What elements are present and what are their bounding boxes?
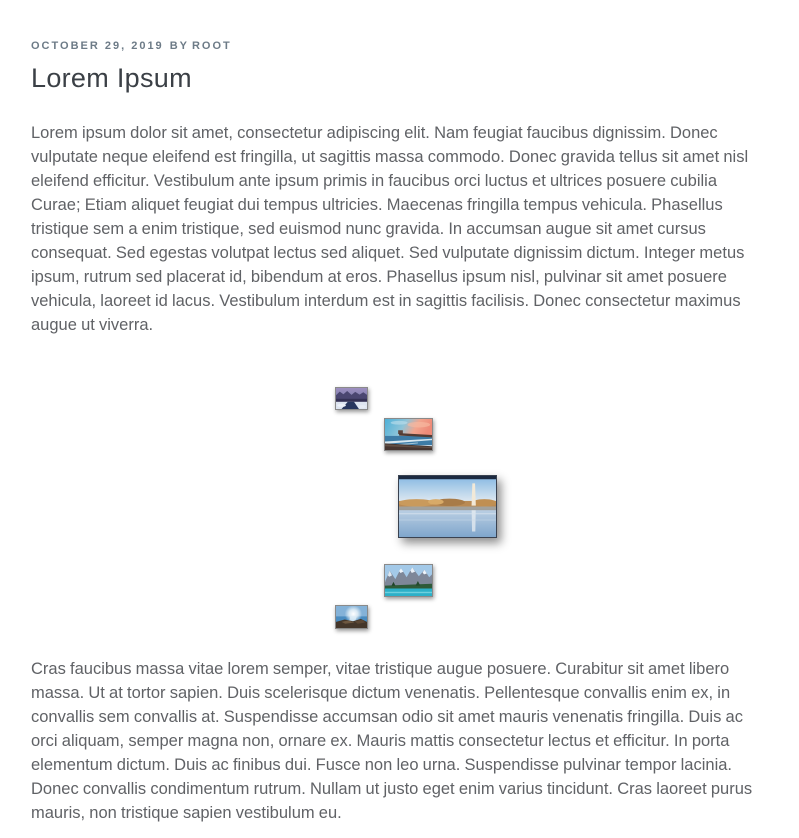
carousel-item-pier-sunset[interactable] <box>384 418 433 451</box>
post-meta <box>31 40 767 52</box>
carousel-item-winter-river[interactable] <box>335 387 368 410</box>
post-date-link[interactable]: OCTOBER 29, 2019 <box>31 40 164 52</box>
image-carousel <box>31 387 767 629</box>
page-title: Lorem Ipsum <box>31 63 192 93</box>
byline-label: BY <box>169 40 189 52</box>
carousel-item-coastal-sun[interactable] <box>335 605 368 629</box>
winter-river-image <box>336 388 367 409</box>
paragraph-1: Lorem ipsum dolor sit amet, consectetur adipiscing elit. Nam feugiat faucibus dignissim. Donec vulputate neque eleifend est fringilla, ut sagittis massa commodo. Donec gravida tellus sit amet nisl eleifend efficitur. Vestibulum ante ipsum primis in faucibus orci luctus et ultrices posuere cubilia Curae; Etiam aliquet feugiat dui tempus ultricies. Maecenas fringilla tempus vehicula. Phasellus tristique sem a enim tristique, sed euismod nunc gravida. In accumsan augue sit amet cursus consequat. Sed egestas volutpat lectus sed aliquet. Sed vulputate dignissim dictum. Integer metus ipsum, rutrum sed placerat id, bibendum at eros. Phasellus ipsum nisl, pulvinar sit amet posuere vehicula, laoreet id lacus. Vestibulum interdum est in sagittis facilisis. Donec consectetur maximus augue ut viverra. <box>31 124 749 334</box>
author-link[interactable]: ROOT <box>191 40 232 52</box>
carousel-item-monument-lake[interactable] <box>398 475 497 538</box>
mountain-lake-image <box>385 565 432 596</box>
coastal-sun-image <box>336 606 367 628</box>
monument-lake-image <box>399 476 496 537</box>
carousel-item-mountain-lake[interactable] <box>384 564 433 597</box>
pier-sunset-image <box>385 419 432 450</box>
paragraph-2: Cras faucibus massa vitae lorem semper, vitae tristique augue posuere. Curabitur sit amet libero massa. Ut at tortor sapien. Duis scelerisque dictum venenatis. Pellentesque convallis enim ex, in convallis sem convallis at. Suspendisse accumsan odio sit amet mauris venenatis fringilla. Duis ac orci aliquam, semper magna non, ornare ex. Mauris mattis consectetur lectus et efficitur. In porta elementum dictum. Duis ac finibus dui. Fusce non leo urna. Suspendisse pulvinar tempor lacinia. Donec convallis condimentum rutrum. Nullam ut justo eget enim varius tincidunt. Cras laoreet purus mauris, non tristique sapien vestibulum eu. <box>31 660 753 822</box>
